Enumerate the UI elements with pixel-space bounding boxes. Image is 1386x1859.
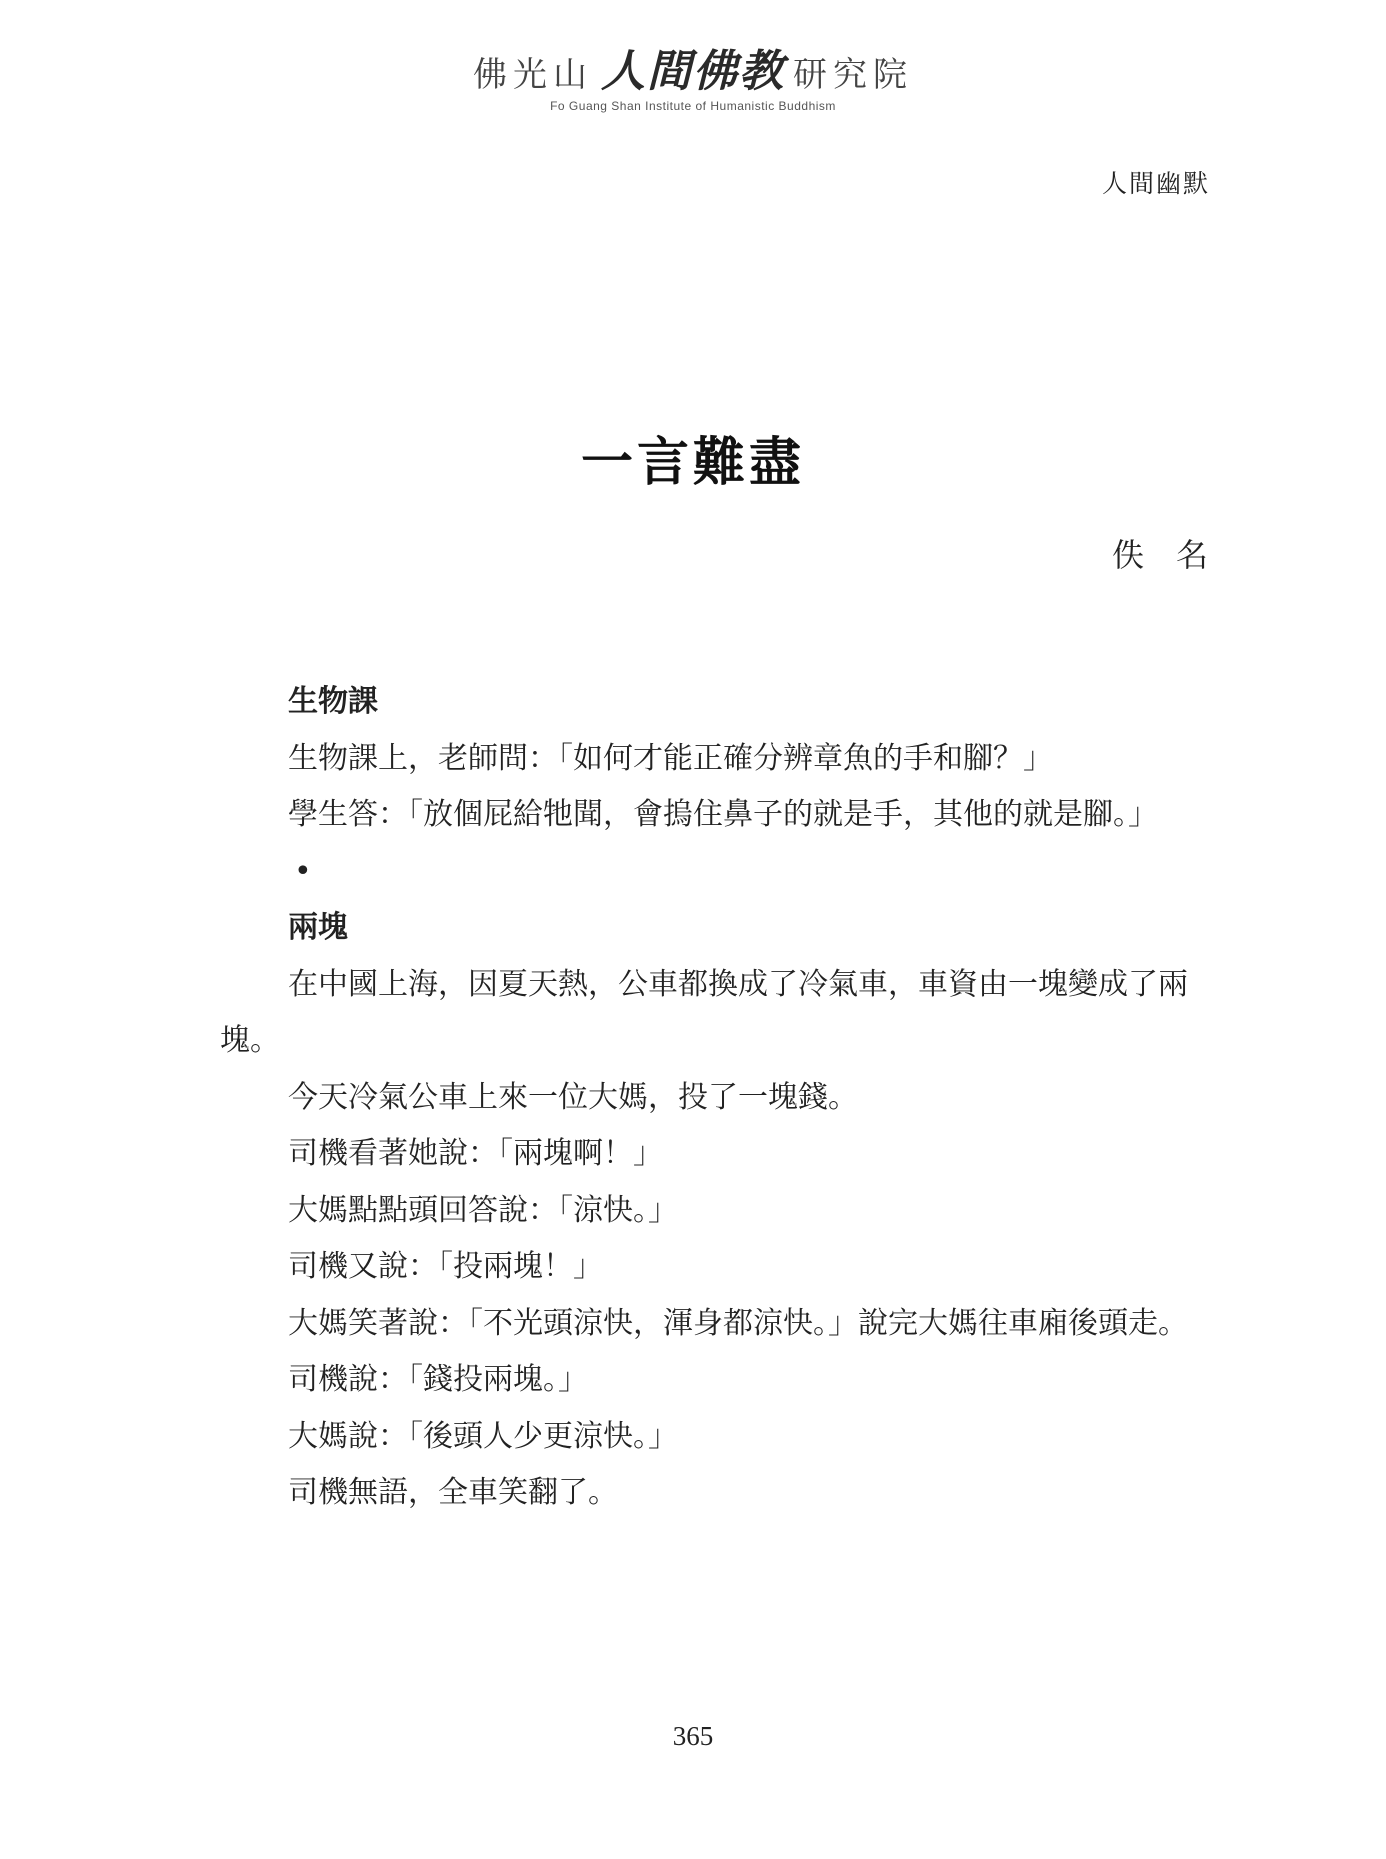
humanistic-buddhism-logo: 人間佛教 bbox=[601, 46, 785, 97]
section-heading-two-yuan: 兩塊 bbox=[288, 910, 348, 945]
section-heading-biology: 生物課 bbox=[288, 684, 378, 719]
page-number: 365 bbox=[672, 1721, 714, 1751]
section-separator: • bbox=[294, 853, 312, 889]
article-title: 一言難盡 bbox=[580, 432, 805, 493]
running-head: 人間幽默 bbox=[1101, 169, 1210, 198]
paragraph: 學生答：「放個屁給牠聞，會摀住鼻子的就是手，其他的就是腳。」 bbox=[288, 797, 1158, 832]
header-right-text: 研究院 bbox=[793, 55, 913, 95]
paragraph: 在中國上海，因夏天熱，公車都換成了冷氣車，車資由一塊變成了兩塊。 bbox=[220, 966, 1188, 1058]
header-left-text: 佛光山 bbox=[473, 55, 593, 95]
article-body bbox=[220, 674, 1208, 1522]
paragraph: 司機又說：「投兩塊！」 bbox=[288, 1249, 603, 1284]
paragraph: 今天冷氣公車上來一位大媽，投了一塊錢。 bbox=[288, 1079, 858, 1115]
institute-name bbox=[0, 46, 1386, 97]
paragraph: 司機無語，全車笑翻了。 bbox=[288, 1475, 618, 1510]
paragraph: 大媽說：「後頭人少更涼快。」 bbox=[288, 1418, 678, 1454]
paragraph: 大媽點點頭回答說：「涼快。」 bbox=[288, 1192, 678, 1228]
author-name: 佚 名 bbox=[1111, 536, 1208, 574]
paragraph: 司機看著她說：「兩塊啊！」 bbox=[288, 1136, 663, 1171]
paragraph: 司機說：「錢投兩塊。」 bbox=[288, 1362, 588, 1397]
paragraph: 大媽笑著說：「不光頭涼快，渾身都涼快。」說完大媽往車廂後頭走。 bbox=[288, 1305, 1188, 1341]
paragraph: 生物課上，老師問：「如何才能正確分辨章魚的手和腳？」 bbox=[288, 740, 1053, 776]
institute-subtitle: Fo Guang Shan Institute of Humanistic Buddhism bbox=[550, 99, 836, 113]
institute-header bbox=[0, 46, 1386, 113]
